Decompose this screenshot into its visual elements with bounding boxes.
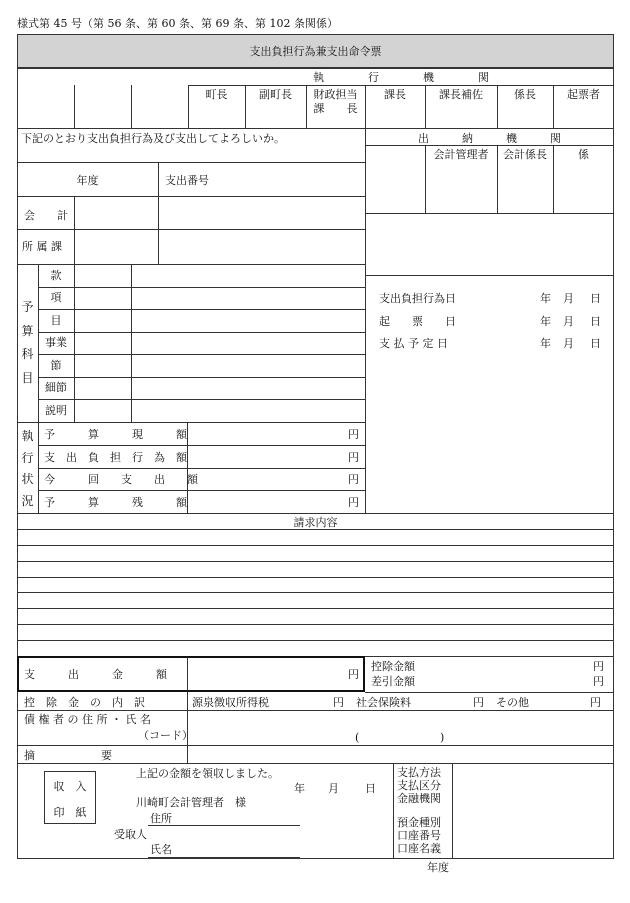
date-year-unit: 年 [540, 292, 551, 305]
other-deduction-label: その他 [496, 696, 529, 709]
date-day-unit: 日 [590, 315, 601, 328]
receipt-addressee: 川崎町会計管理者 様 [136, 796, 246, 809]
cashier-col-staff: 係 [578, 148, 589, 161]
social-insurance-label: 社会保険料 [356, 696, 411, 709]
withholding-tax-label: 源泉徴収所得税 [192, 696, 269, 709]
execution-status-label: 執 行 状 況 [21, 429, 34, 508]
code-paren-open: ( [355, 731, 360, 744]
approval-col-mayor: 町長 [205, 88, 228, 101]
approval-col-finance-chief: 課 長 [313, 102, 358, 115]
approval-col-finance: 財政担当 [313, 88, 358, 101]
receipt-month-unit: 月 [328, 782, 339, 795]
budget-item-kou: 項 [50, 291, 62, 304]
cashier-col-accounting-chief: 会計係長 [503, 148, 547, 161]
request-statement: 下記のとおり支出負担行為及び支出してよろしいか。 [21, 132, 285, 145]
budget-item-project: 事業 [45, 336, 67, 349]
receiver-name-label: 氏名 [150, 843, 172, 856]
payment-method-label: 支払方法 [397, 766, 441, 779]
date-day-unit: 日 [590, 292, 601, 305]
exec-budget-remaining: 予 算 残 額 [44, 496, 187, 509]
account-holder-label: 口座名義 [397, 842, 441, 855]
approval-col-section-chief: 課長 [384, 88, 406, 101]
date-month-unit: 月 [563, 292, 574, 305]
revenue-stamp-bottom: 印 紙 [53, 806, 87, 819]
account-number-label: 口座番号 [397, 829, 441, 842]
yen-unit: 円 [348, 428, 359, 441]
yen-unit: 円 [348, 473, 359, 486]
cashier-section-title: 出 納 機 関 [418, 132, 561, 145]
approval-section-title: 執 行 機 関 [313, 71, 489, 84]
yen-unit: 円 [593, 675, 604, 688]
date-year-unit: 年 [540, 337, 551, 350]
yen-unit: 円 [590, 696, 601, 709]
cashier-col-accounting-manager: 会計管理者 [433, 148, 489, 161]
receipt-day-unit: 日 [365, 782, 376, 795]
approval-col-subsection-chief: 係長 [514, 88, 536, 101]
received-statement: 上記の金額を領収しました。 [136, 767, 279, 780]
date-label-commitment: 支出負担行為日 [379, 292, 456, 305]
date-year-unit: 年 [540, 315, 551, 328]
form-reference: 様式第 45 号（第 56 条、第 60 条、第 69 条、第 102 条関係） [17, 17, 338, 30]
deduction-amount-label: 控除金額 [371, 660, 415, 673]
exec-budget-current: 予 算 現 額 [44, 428, 187, 441]
net-amount-label: 差引金額 [371, 675, 415, 688]
deduction-breakdown-label: 控 除 金 の 内 訳 [24, 696, 145, 709]
payment-number-label: 支出番号 [165, 174, 209, 187]
budget-category-label: 予 算 科 目 [21, 300, 34, 385]
claim-contents-title: 請求内容 [293, 516, 338, 529]
bank-label: 金融機関 [397, 792, 441, 805]
budget-item-moku: 目 [50, 314, 62, 327]
receipt-year-unit: 年 [294, 782, 305, 795]
budget-item-setsu: 節 [50, 359, 62, 372]
budget-item-kan: 款 [50, 269, 62, 282]
yen-unit: 円 [348, 668, 359, 681]
yen-unit: 円 [333, 696, 344, 709]
yen-unit: 円 [348, 451, 359, 464]
receiver-address-label: 住所 [150, 812, 172, 825]
budget-item-description: 説明 [45, 404, 67, 417]
budget-item-saisetsu: 細節 [45, 381, 67, 394]
approval-col-deputy-mayor: 副町長 [259, 88, 292, 101]
yen-unit: 円 [593, 660, 604, 673]
payment-amount-label: 支 出 金 額 [24, 668, 167, 681]
approval-col-drafter: 起票者 [567, 88, 600, 101]
creditor-label: 債 権 者 の 住 所 ・ 氏 名 [24, 713, 151, 726]
yen-unit: 円 [348, 496, 359, 509]
payment-category-label: 支払区分 [397, 779, 441, 792]
department-label: 所 属 課 [22, 240, 62, 253]
approval-col-assistant-chief: 課長補佐 [439, 88, 483, 101]
deposit-type-label: 預金種別 [397, 816, 441, 829]
date-month-unit: 月 [563, 337, 574, 350]
date-day-unit: 日 [590, 337, 601, 350]
creditor-code-label: （コード） [138, 729, 193, 742]
summary-label: 摘 要 [24, 749, 112, 762]
fiscal-year-label: 年度 [76, 174, 99, 187]
footer-fiscal-year: 年度 [427, 861, 449, 874]
yen-unit: 円 [473, 696, 484, 709]
date-label-scheduled: 支 払 予 定 日 [379, 337, 448, 350]
form-title: 支出負担行為兼支出命令票 [249, 45, 382, 58]
exec-this-payment: 今 回 支 出 額 [44, 473, 198, 486]
date-month-unit: 月 [563, 315, 574, 328]
receiver-label: 受取人 [114, 828, 147, 841]
revenue-stamp-top: 収 入 [53, 780, 87, 793]
date-label-drafted: 起 票 日 [379, 315, 456, 328]
code-paren-close: ) [440, 731, 445, 744]
account-label: 会 計 [24, 209, 68, 222]
exec-commitment-amount: 支 出 負 担 行 為 額 [44, 451, 187, 464]
